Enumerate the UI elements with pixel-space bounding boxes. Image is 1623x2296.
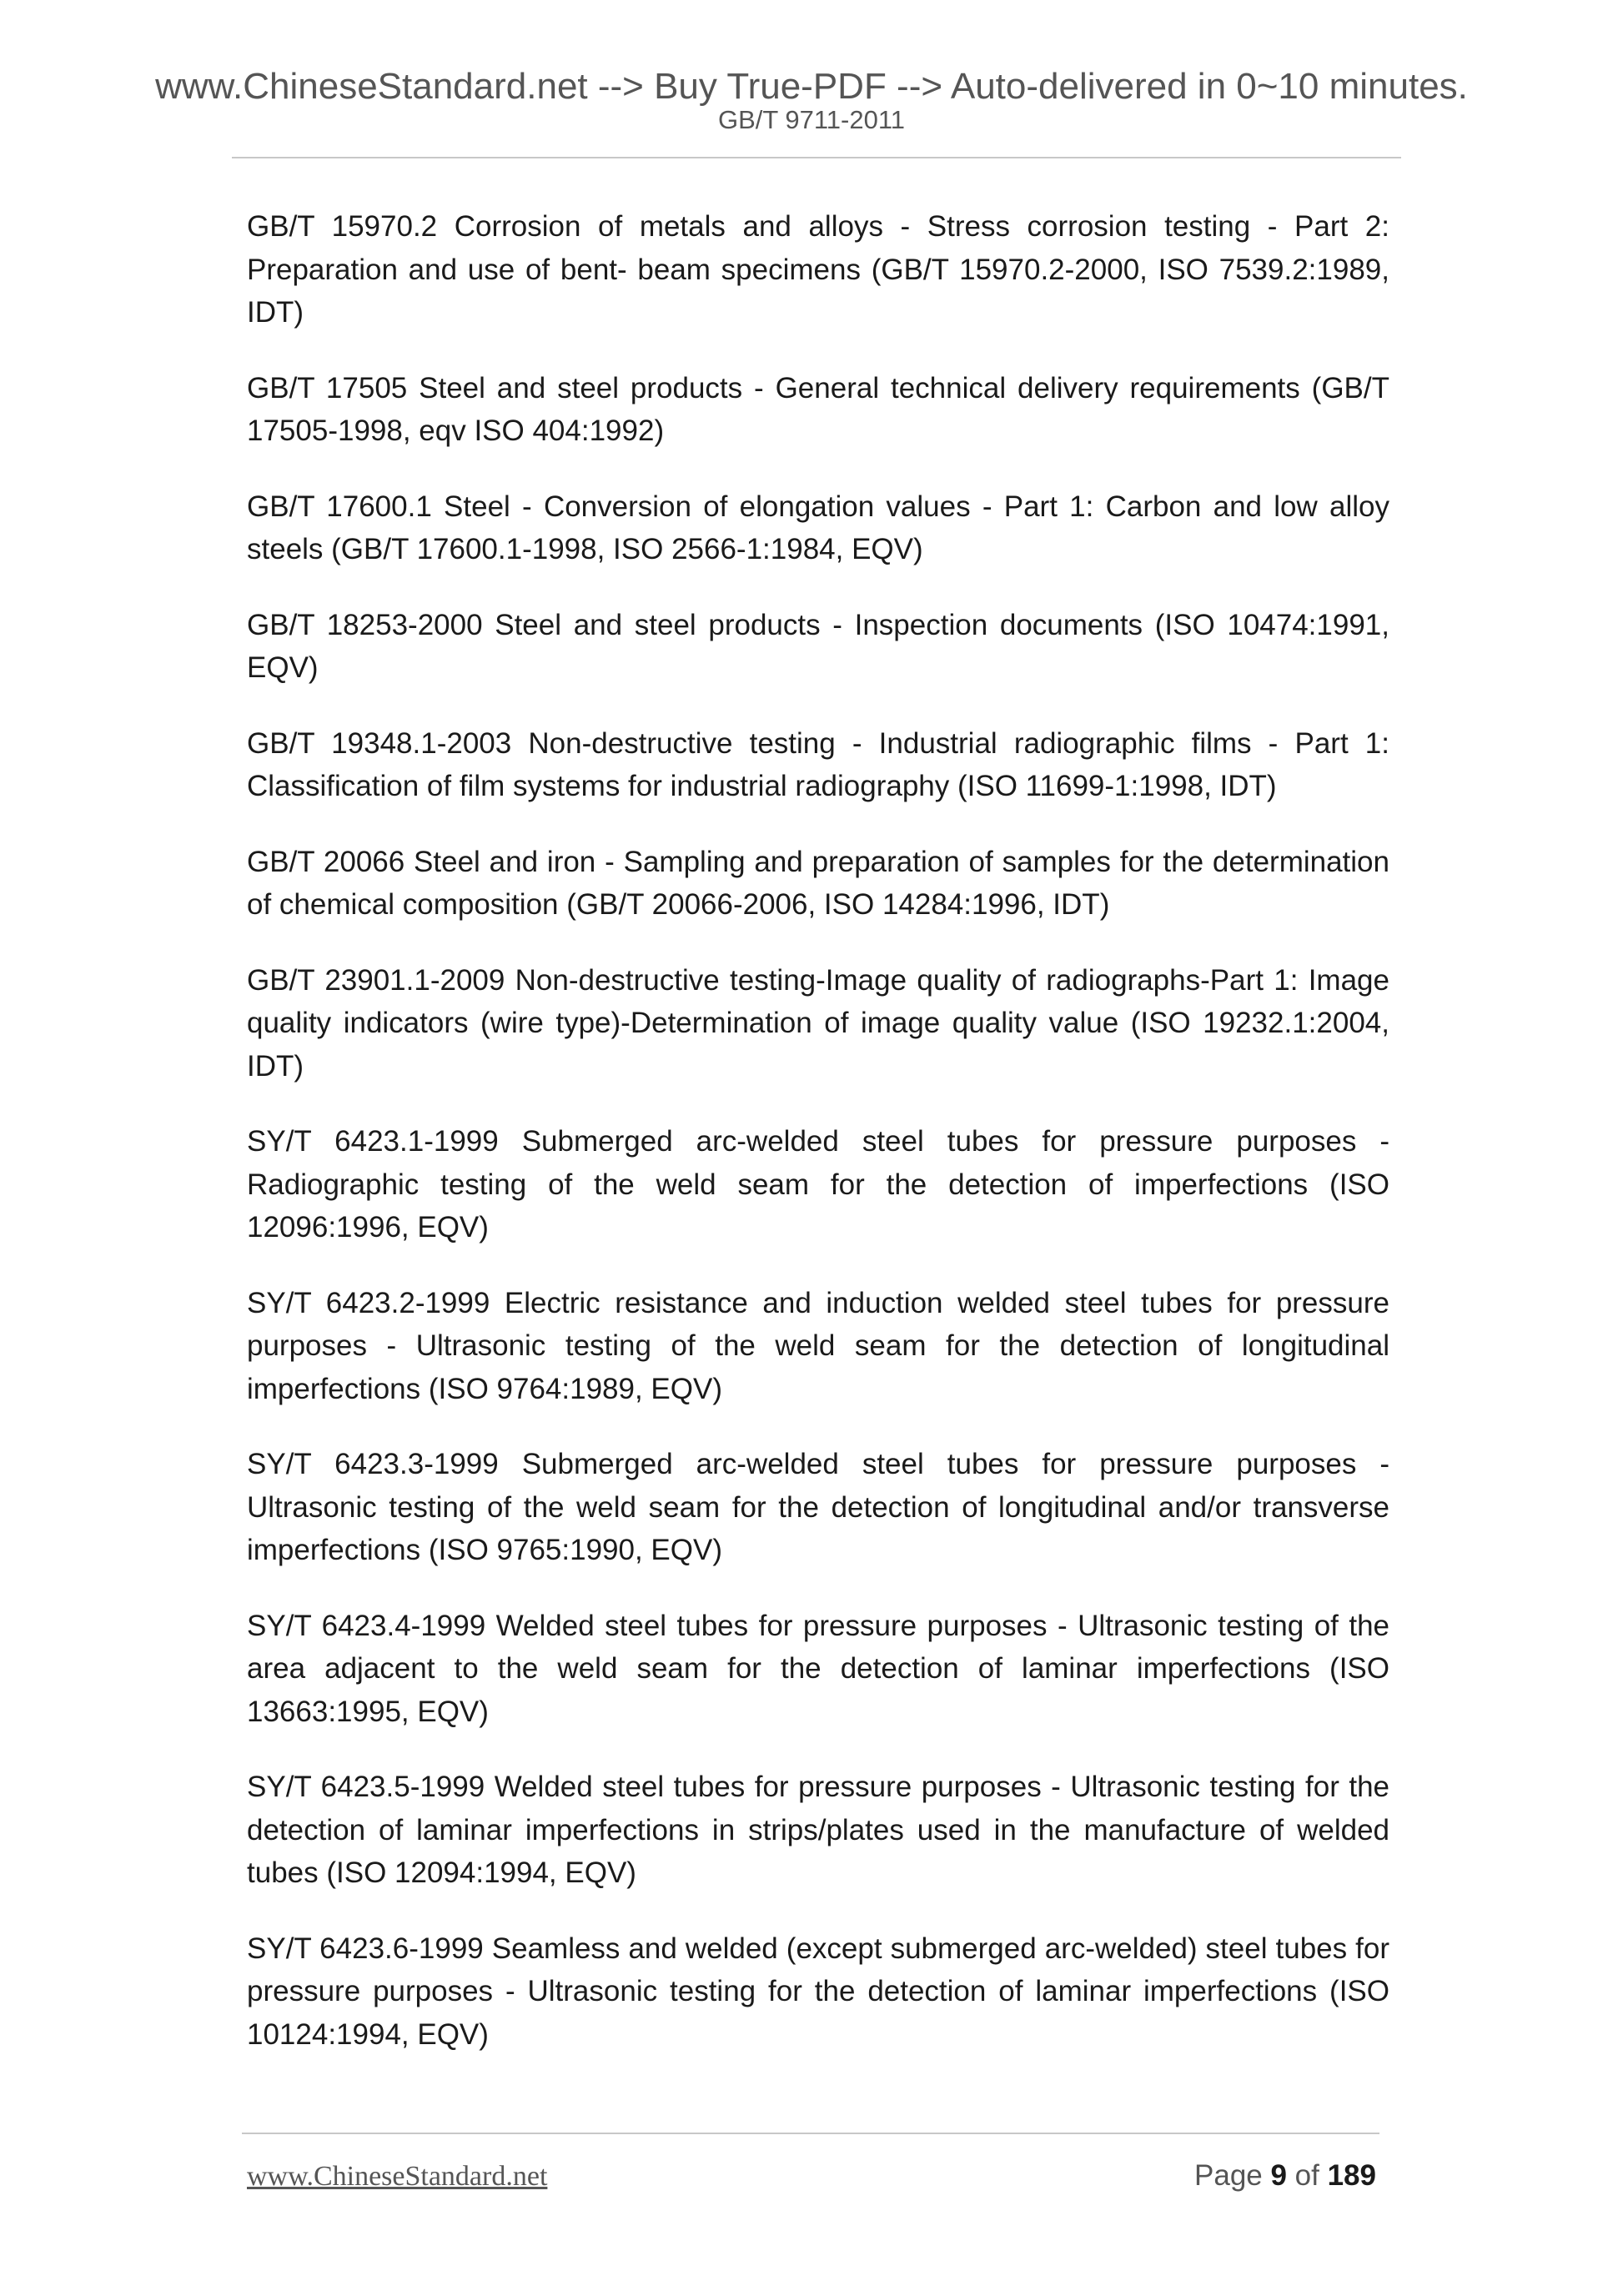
page-prefix: Page	[1194, 2159, 1271, 2192]
reference-item: SY/T 6423.2-1999 Electric resistance and induction welded steel tubes for pressure purposes - Ultrasonic testing of the weld seam for the detection of longitudinal imperfections (ISO 9764:1989, EQV)	[247, 1286, 1389, 1405]
reference-item: GB/T 15970.2 Corrosion of metals and alloys - Stress corrosion testing - Part 2: Preparation and use of bent- beam specimens (GB/T 15970.2-2000, ISO 7539.2:1989, IDT)	[247, 210, 1389, 329]
reference-item: GB/T 20066 Steel and iron - Sampling and preparation of samples for the determination of chemical composition (GB/T 20066-2006, ISO 14284:1996, IDT)	[247, 845, 1389, 921]
footer-divider	[242, 2133, 1379, 2134]
header-divider	[232, 157, 1401, 158]
reference-list	[247, 205, 1389, 2088]
reference-item: SY/T 6423.6-1999 Seamless and welded (except submerged arc-welded) steel tubes for pressure purposes - Ultrasonic testing for the detection of laminar imperfections (ISO 10124:1994, EQV)	[247, 1932, 1389, 2051]
reference-item: SY/T 6423.4-1999 Welded steel tubes for pressure purposes - Ultrasonic testing of the area adjacent to the weld seam for the detection of laminar imperfections (ISO 13663:1995, EQV)	[247, 1609, 1389, 1728]
reference-item: SY/T 6423.3-1999 Submerged arc-welded steel tubes for pressure purposes - Ultrasonic testing of the weld seam for the detection of longitudinal and/or transverse imperfections (ISO 9765:1990, EQV)	[247, 1448, 1389, 1566]
header-banner: www.ChineseStandard.net --> Buy True-PDF --> Auto-delivered in 0~10 minutes.	[155, 66, 1468, 107]
standard-code: GB/T 9711-2011	[717, 105, 906, 134]
reference-item: GB/T 23901.1-2009 Non-destructive testing-Image quality of radiographs-Part 1: Image quality indicators (wire type)-Determination of image quality value (ISO 19232.1:2004, IDT)	[247, 963, 1389, 1083]
footer-site-link[interactable]: www.ChineseStandard.net	[247, 2161, 548, 2192]
reference-item: SY/T 6423.5-1999 Welded steel tubes for pressure purposes - Ultrasonic testing for the detection of laminar imperfections in strips/plates used in the manufacture of welded tubes (ISO 12094:1994, EQV)	[247, 1771, 1389, 1889]
page-indicator	[1194, 2158, 1376, 2193]
page-number: 9	[1270, 2159, 1287, 2192]
reference-item: SY/T 6423.1-1999 Submerged arc-welded steel tubes for pressure purposes - Radiographic testing of the weld seam for the detection of imperfections (ISO 12096:1996, EQV)	[247, 1125, 1389, 1243]
reference-item: GB/T 17600.1 Steel - Conversion of elongation values - Part 1: Carbon and low alloy steels (GB/T 17600.1-1998, ISO 2566-1:1984, EQV)	[247, 490, 1389, 565]
page-of: of	[1286, 2159, 1328, 2192]
reference-item: GB/T 19348.1-2003 Non-destructive testing - Industrial radiographic films - Part 1: Classification of film systems for industrial radiography (ISO 11699-1:1998, IDT)	[247, 726, 1389, 802]
page-total: 189	[1327, 2159, 1376, 2192]
reference-item: GB/T 18253-2000 Steel and steel products - Inspection documents (ISO 10474:1991, EQV)	[247, 608, 1389, 684]
reference-item: GB/T 17505 Steel and steel products - General technical delivery requirements (GB/T 17505-1998, eqv ISO 404:1992)	[247, 371, 1389, 447]
